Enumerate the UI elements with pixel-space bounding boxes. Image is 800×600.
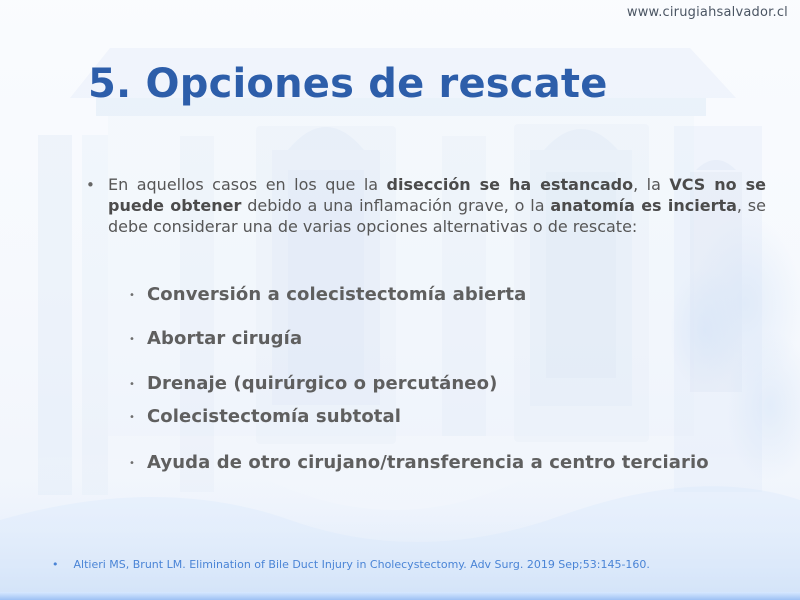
intro-text-segment: , se debe considerar una de varias opciones alternativas o de rescate: bbox=[108, 196, 766, 236]
reference-citation bbox=[52, 558, 650, 572]
option-label: Drenaje (quirúrgico o percutáneo) bbox=[147, 373, 498, 394]
option-label: Colecistectomía subtotal bbox=[147, 406, 402, 427]
option-item bbox=[129, 406, 401, 428]
option-item bbox=[129, 284, 526, 306]
option-label: Conversión a colecistectomía abierta bbox=[147, 284, 527, 305]
option-bullet-icon: • bbox=[129, 412, 135, 423]
option-bullet-icon: • bbox=[129, 458, 135, 469]
option-bullet-icon: • bbox=[129, 379, 135, 390]
reference-text: Altieri MS, Brunt LM. Elimination of Bile Duct Injury in Cholecystectomy. Adv Surg. 2019 Sep;53:145-160. bbox=[73, 558, 650, 571]
intro-text-segment: En aquellos casos en los que la bbox=[108, 175, 387, 194]
slide-title: 5. Opciones de rescate bbox=[88, 61, 608, 107]
option-item bbox=[129, 373, 497, 395]
intro-bold-segment: VCS no se puede obtener bbox=[108, 175, 766, 215]
intro-bold-segment: disección se ha estancado bbox=[386, 175, 634, 194]
option-label: Ayuda de otro cirujano/transferencia a centro terciario bbox=[147, 452, 709, 473]
option-item bbox=[129, 452, 709, 474]
intro-bold-segment: anatomía es incierta bbox=[550, 196, 737, 215]
option-bullet-icon: • bbox=[129, 334, 135, 345]
reference-bullet-icon: • bbox=[52, 558, 59, 571]
intro-text-segment: , la bbox=[633, 175, 670, 194]
option-item bbox=[129, 328, 302, 350]
option-bullet-icon: • bbox=[129, 290, 135, 301]
intro-text-segment: debido a una inflamación grave, o la bbox=[241, 196, 551, 215]
intro-bullet-icon: • bbox=[86, 176, 95, 194]
option-label: Abortar cirugía bbox=[147, 328, 303, 349]
site-watermark: www.cirugiahsalvador.cl bbox=[626, 5, 788, 20]
